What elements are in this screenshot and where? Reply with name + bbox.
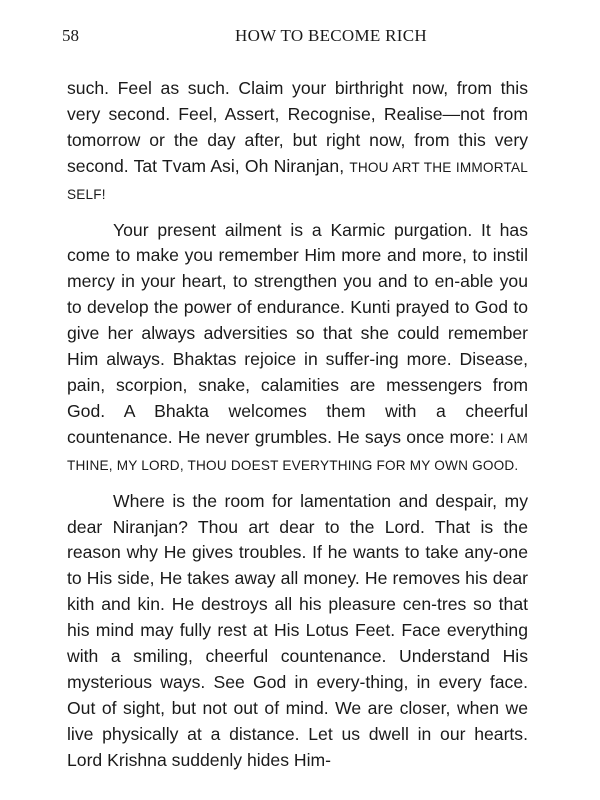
page-number: 58	[62, 26, 79, 45]
running-title: HOW TO BECOME RICH	[235, 26, 427, 45]
page-header	[62, 26, 560, 50]
small-caps-text: THOU ART THE IMMORTAL SELF!	[67, 159, 528, 202]
body-text	[67, 76, 528, 784]
paragraph-text: such. Feel as such. Claim your birthright now, from this very second. Feel, Assert, Recognise, Realise—not from tomorrow or the day after, but right now, from this very second. Tat Tvam Asi, Oh Niranjan,	[67, 78, 528, 176]
paragraph	[67, 489, 528, 774]
paragraph-text: Your present ailment is a Karmic purgation. It has come to make you remember Him more and more, to instil mercy in your heart, to strengthen you and to en-able you to develop the power of endurance. Kunti prayed to God to give her always adversities so that she could remember Him always. Bhaktas rejoice in suffer-ing more. Disease, pain, scorpion, snake, calamities are messengers from God. A Bhakta welcomes them with a cheerful countenance. He never grumbles. He says once more:	[67, 219, 528, 447]
paragraph	[67, 218, 528, 479]
paragraph-text: Where is the room for lamentation and despair, my dear Niranjan? Thou art dear to the Lord. That is the reason why He gives troubles. If he wants to take any-one to His side, He takes away all money. He removes his dear kith and kin. He destroys all his pleasure cen-tres so that his mind may fully rest at His Lotus Feet. Face everything with a smiling, cheerful countenance. Understand His mysterious ways. See God in every-thing, in every face. Out of sight, but not out of mind. We are closer, when we live physically at a distance. Let us dwell in our hearts. Lord Krishna suddenly hides Him-	[67, 490, 528, 770]
small-caps-text: I AM THINE, MY LORD, THOU DOEST EVERYTHING FOR MY OWN GOOD.	[67, 430, 528, 473]
paragraph-continued	[67, 76, 528, 208]
